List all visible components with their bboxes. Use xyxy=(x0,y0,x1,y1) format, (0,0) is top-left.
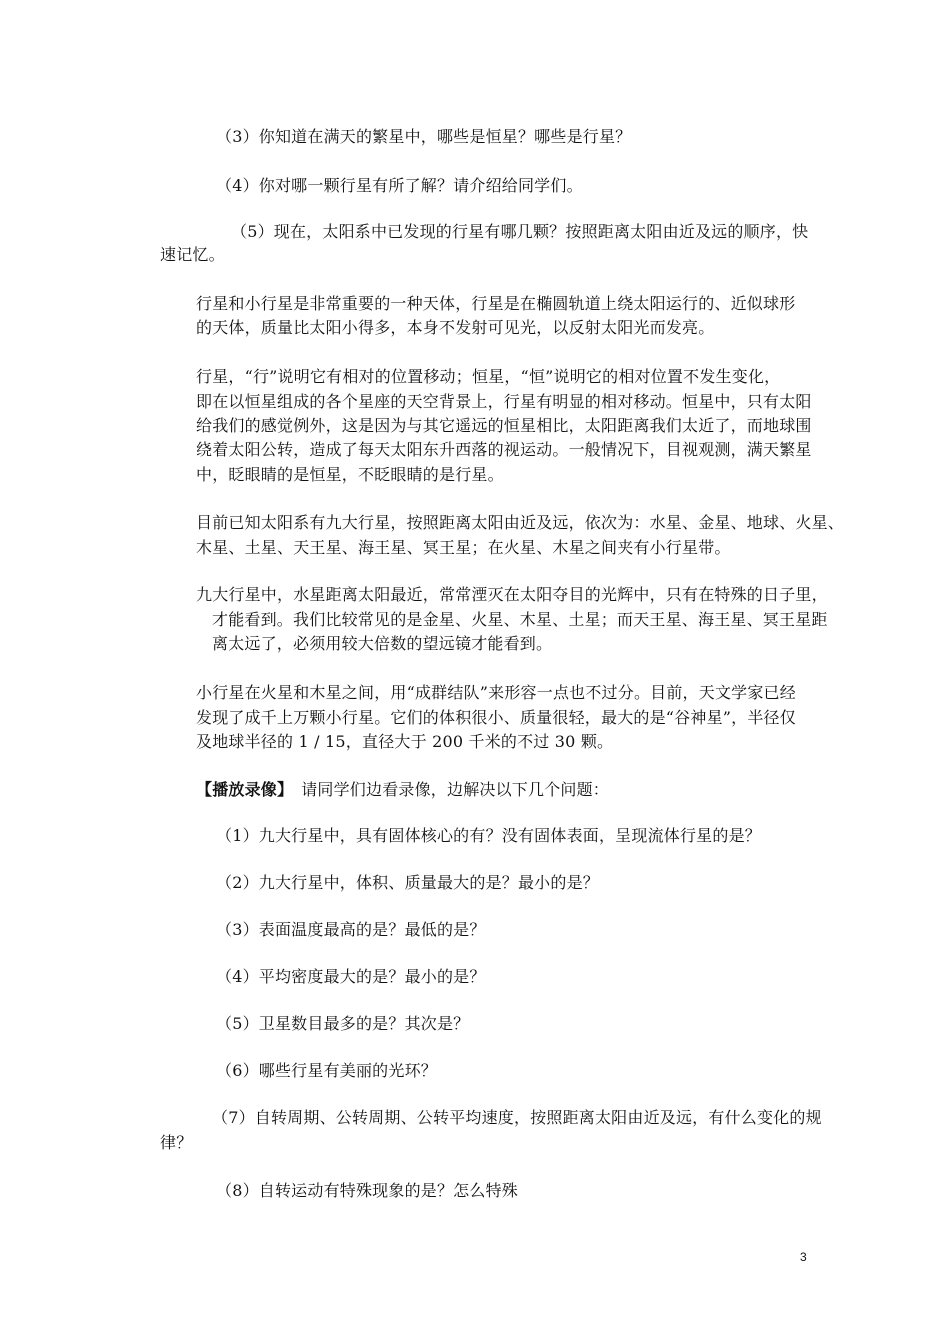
question-b7-line1: （7）自转周期、公转周期、公转平均速度，按照距离太阳由近及远，有什么变化的规 xyxy=(212,1108,822,1127)
video-prompt xyxy=(196,780,609,801)
question-a5-line1: （5）现在，太阳系中已发现的行星有哪几颗？按照距离太阳由近及远的顺序，快 xyxy=(231,222,809,241)
paragraph-line: 发现了成千上万颗小行星。它们的体积很小、质量很轻，最大的是“谷神星”，半径仅 xyxy=(196,708,796,727)
question-b5: （5）卫星数目最多的是？其次是？ xyxy=(216,1014,470,1033)
question-b1: （1）九大行星中，具有固体核心的有？没有固体表面，呈现流体行星的是？ xyxy=(216,826,761,845)
video-tag: 【播放录像】 xyxy=(196,782,294,799)
paragraph-line: 木星、土星、天王星、海王星、冥王星；在火星、木星之间夹有小行星带。 xyxy=(196,538,731,557)
question-a4: （4）你对哪一颗行星有所了解？请介绍给同学们。 xyxy=(216,176,583,195)
question-a5-line2: 速记忆。 xyxy=(160,245,225,264)
paragraph-line: 行星和小行星是非常重要的一种天体，行星是在椭圆轨道上绕太阳运行的、近似球形 xyxy=(196,294,796,313)
paragraph-line: 中，眨眼睛的是恒星，不眨眼睛的是行星。 xyxy=(196,465,504,484)
paragraph-line: 的天体，质量比太阳小得多，本身不发射可见光，以反射太阳光而发亮。 xyxy=(196,318,715,337)
question-a3: （3）你知道在满天的繁星中，哪些是恒星？哪些是行星？ xyxy=(216,127,632,146)
paragraph-line: 绕着太阳公转，造成了每天太阳东升西落的视运动。一般情况下，目视观测，满天繁星 xyxy=(196,440,812,459)
question-b8: （8）自转运动有特殊现象的是？怎么特殊 xyxy=(216,1181,518,1200)
question-b3: （3）表面温度最高的是？最低的是？ xyxy=(216,920,486,939)
paragraph-line: 行星，“行”说明它有相对的位置移动；恒星，“恒”说明它的相对位置不发生变化， xyxy=(196,367,781,386)
question-b7-line2: 律？ xyxy=(160,1133,193,1152)
paragraph-line: 及地球半径的 1 / 15，直径大于 200 千米的不过 30 颗。 xyxy=(196,732,614,751)
paragraph-line: 离太远了，必须用较大倍数的望远镜才能看到。 xyxy=(212,634,553,653)
paragraph-line: 小行星在火星和木星之间，用“成群结队”来形容一点也不过分。目前，天文学家已经 xyxy=(196,683,796,702)
question-b4: （4）平均密度最大的是？最小的是？ xyxy=(216,967,486,986)
paragraph-line: 才能看到。我们比较常见的是金星、火星、木星、土星；而天王星、海王星、冥王星距 xyxy=(212,610,828,629)
question-b2: （2）九大行星中，体积、质量最大的是？最小的是？ xyxy=(216,873,599,892)
video-text: 请同学们边看录像，边解决以下几个问题： xyxy=(301,780,610,799)
page-number: 3 xyxy=(800,1250,807,1264)
paragraph-line: 即在以恒星组成的各个星座的天空背景上，行星有明显的相对移动。恒星中，只有太阳 xyxy=(196,392,812,411)
paragraph-line: 九大行星中，水星距离太阳最近，常常湮灭在太阳夺目的光辉中，只有在特殊的日子里， xyxy=(196,585,828,604)
question-b6: （6）哪些行星有美丽的光环？ xyxy=(216,1061,437,1080)
paragraph-line: 目前已知太阳系有九大行星，按照距离太阳由近及远，依次为：水星、金星、地球、火星、 xyxy=(196,513,845,532)
paragraph-line: 给我们的感觉例外，这是因为与其它遥远的恒星相比，太阳距离我们太近了，而地球围 xyxy=(196,416,812,435)
